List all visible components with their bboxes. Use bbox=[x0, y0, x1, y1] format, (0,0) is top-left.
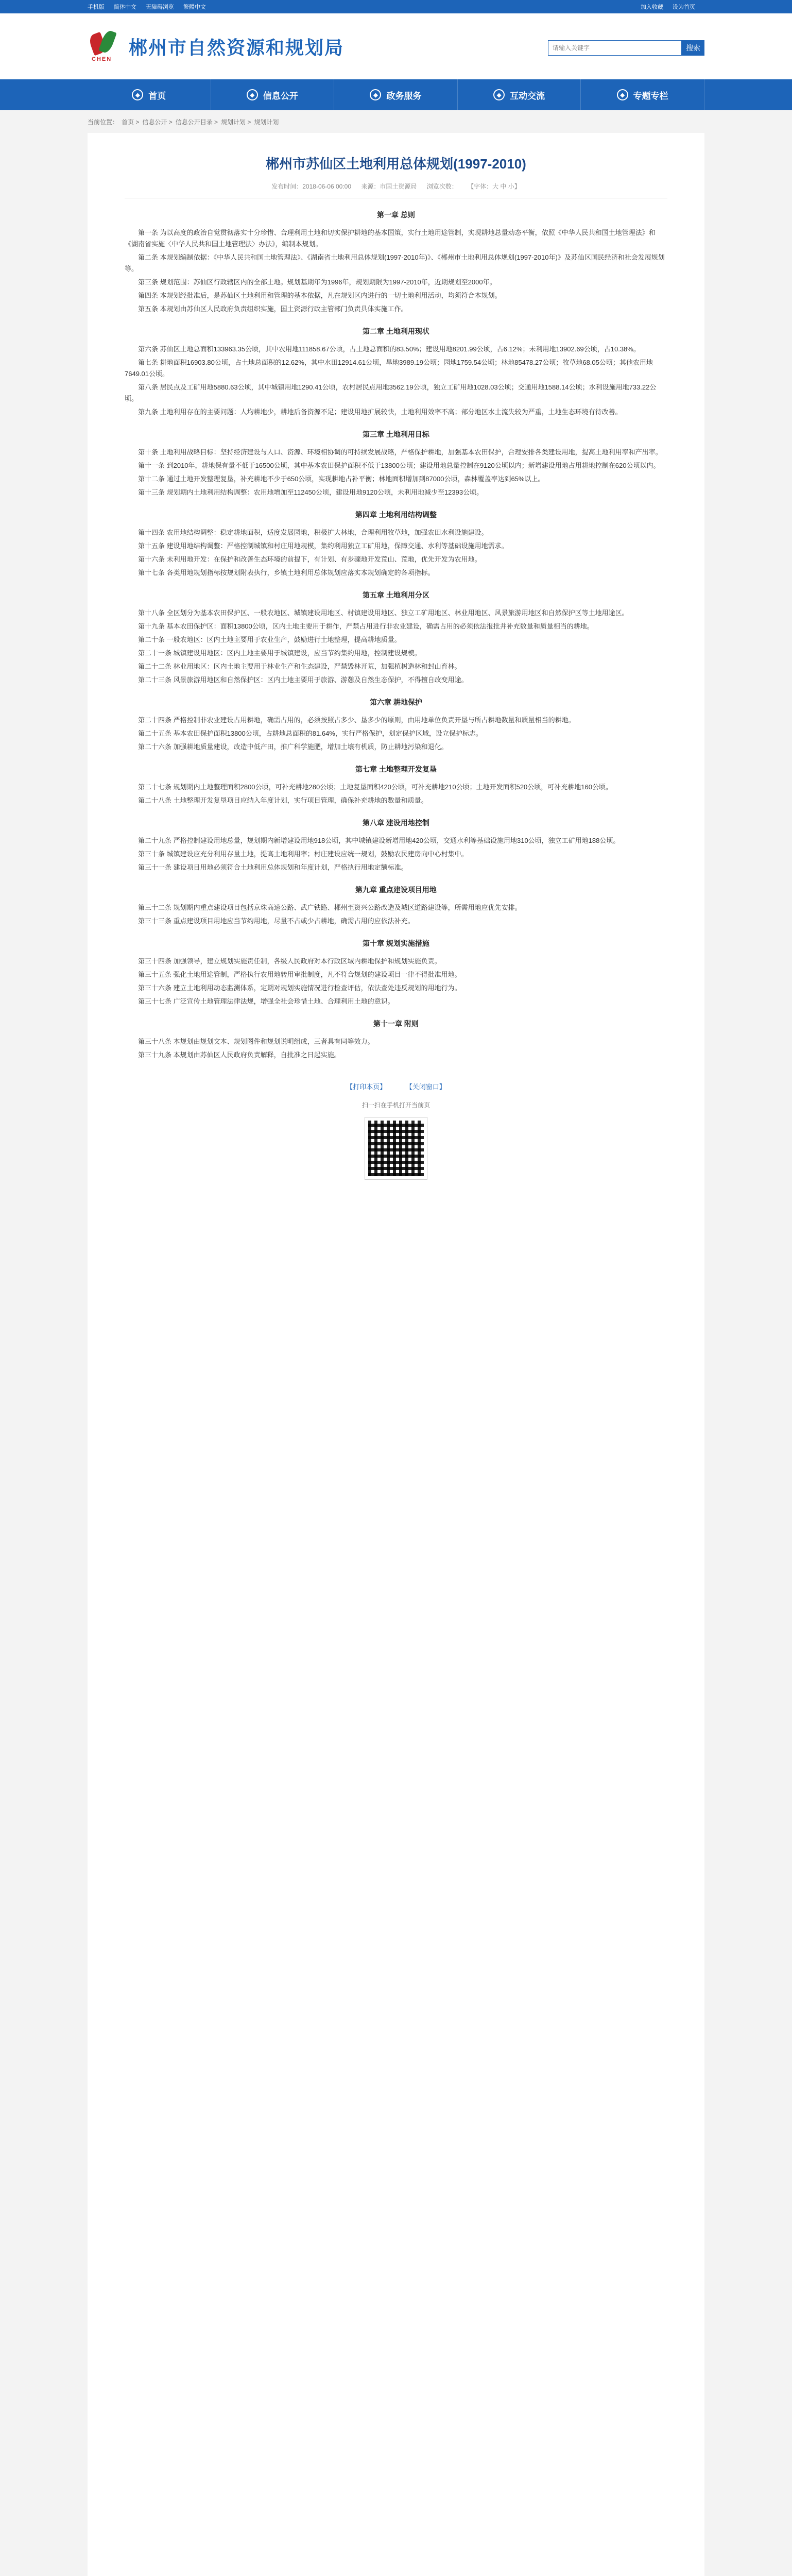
article-paragraph: 第二十七条 规划期内土地整理面积2800公顷，可补充耕地280公顷；土地复垦面积420公顷，可补充耕地210公顷；土地开发面积520公顷，可补充耕地160公顷。 bbox=[138, 783, 612, 791]
article-paragraph: 第二十四条 严格控制非农业建设占用耕地，确需占用的，必须按照占多少、垦多少的原则，由用地单位负责开垦与所占耕地数量和质量相当的耕地。 bbox=[138, 716, 575, 724]
article-paragraph: 第二条 本规划编制依据：《中华人民共和国土地管理法》、《湖南省土地利用总体规划(1997-2010年)》、《郴州市土地利用总体规划(1997-2010年)》及苏仙区国民经济和社会发展规划等。 bbox=[125, 253, 665, 273]
article-paragraph: 第十条 土地利用战略目标：坚持经济建设与人口、资源、环境相协调的可持续发展战略，严格保护耕地，加强基本农田保护，合理安排各类建设用地，提高土地利用率和产出率。 bbox=[138, 448, 662, 456]
chapter-heading: 第十章 规划实施措施 bbox=[363, 939, 429, 947]
main-nav bbox=[0, 79, 792, 110]
nav-item[interactable] bbox=[88, 79, 211, 110]
article-paragraph: 第三十五条 强化土地用途管制，严格执行农用地转用审批制度，凡不符合规划的建设项目一律不得批准用地。 bbox=[138, 971, 461, 978]
logo-text: CHEN bbox=[92, 56, 112, 62]
chapter-heading: 第六章 耕地保护 bbox=[370, 698, 422, 706]
nav-item-label: 专题专栏 bbox=[633, 91, 668, 101]
qr-code bbox=[365, 1117, 427, 1179]
top-link[interactable]: 手机版 bbox=[88, 4, 105, 10]
article-paragraph: 第三十四条 加强领导，建立规划实施责任制，各级人民政府对本行政区域内耕地保护和规划实施负责。 bbox=[138, 957, 441, 965]
article-paragraph: 第五条 本规划由苏仙区人民政府负责组织实施，国土资源行政主管部门负责具体实施工作。 bbox=[138, 305, 408, 313]
service-icon: ◆ bbox=[370, 89, 381, 100]
site-title: 郴州市自然资源和规划局 bbox=[129, 37, 345, 58]
article-paragraph: 第三十一条 建设项目用地必须符合土地利用总体规划和年度计划，严格执行用地定额标准。 bbox=[138, 863, 408, 871]
site-logo[interactable] bbox=[88, 28, 124, 64]
breadcrumb-item[interactable]: 信息公开目录 > bbox=[175, 118, 218, 126]
info-icon: ◆ bbox=[247, 89, 258, 100]
article-paragraph: 第十四条 农用地结构调整：稳定耕地面积，适度发展园地，积极扩大林地，合理利用牧草地，加强农田水利设施建设。 bbox=[138, 529, 488, 536]
logo-leaf-green bbox=[98, 29, 117, 55]
breadcrumb-item[interactable]: 规划计划 bbox=[254, 118, 279, 126]
nav-item-label: 信息公开 bbox=[263, 91, 298, 101]
top-link[interactable]: 简体中文 bbox=[114, 4, 136, 10]
article-paragraph: 第三十六条 建立土地利用动态监测体系，定期对规划实施情况进行检查评估，依法查处违反规划的用地行为。 bbox=[138, 984, 461, 992]
breadcrumb-item[interactable]: 规划计划 > bbox=[221, 118, 251, 126]
search-button[interactable]: 搜索 bbox=[682, 40, 704, 56]
chapter-heading: 第一章 总则 bbox=[377, 211, 415, 219]
nav-item-label: 互动交流 bbox=[510, 91, 545, 101]
chapter-heading: 第四章 土地利用结构调整 bbox=[355, 511, 437, 519]
article-paragraph: 第三十七条 广泛宣传土地管理法律法规，增强全社会珍惜土地、合理利用土地的意识。 bbox=[138, 997, 394, 1005]
chapter-heading: 第十一章 附则 bbox=[373, 1020, 419, 1028]
nav-item[interactable] bbox=[581, 79, 704, 110]
font-size-switch[interactable]: 【字体：大 中 小】 bbox=[468, 183, 521, 190]
top-link[interactable]: 繁體中文 bbox=[183, 4, 206, 10]
article-paragraph: 第二十六条 加强耕地质量建设，改造中低产田，推广科学施肥，增加土壤有机质，防止耕地污染和退化。 bbox=[138, 743, 448, 751]
top-right-link[interactable]: 加入收藏 bbox=[641, 4, 663, 10]
breadcrumb bbox=[88, 117, 704, 128]
breadcrumb-label: 当前位置： bbox=[88, 118, 119, 126]
article-paragraph: 第六条 苏仙区土地总面积133963.35公顷，其中农用地111858.67公顷，占土地总面积的83.50%；建设用地8201.99公顷，占6.12%；未利用地13902.69公顷，占10.38%。 bbox=[138, 345, 640, 353]
article-title: 郴州市苏仙区土地利用总体规划(1997-2010) bbox=[266, 156, 526, 172]
chapter-heading: 第二章 土地利用现状 bbox=[363, 327, 429, 335]
article-paragraph: 第二十五条 基本农田保护面积13800公顷，占耕地总面积的81.64%，实行严格保护，划定保护区域，设立保护标志。 bbox=[138, 730, 483, 737]
top-right-link[interactable]: 设为首页 bbox=[673, 4, 695, 10]
chapter-heading: 第五章 土地利用分区 bbox=[363, 591, 429, 599]
nav-item-label: 政务服务 bbox=[386, 91, 422, 101]
article-paragraph: 第二十二条 林业用地区：区内土地主要用于林业生产和生态建设，严禁毁林开荒，加强植树造林和封山育林。 bbox=[138, 663, 461, 670]
nav-item[interactable] bbox=[211, 79, 335, 110]
meta-source: 来源：市国土资源局 bbox=[361, 183, 417, 190]
article-paragraph: 第三十条 城镇建设应充分利用存量土地，提高土地利用率；村庄建设应统一规划，鼓励农民建房向中心村集中。 bbox=[138, 850, 468, 858]
article-paragraph: 第二十八条 土地整理开发复垦项目应纳入年度计划，实行项目管理，确保补充耕地的数量和质量。 bbox=[138, 796, 428, 804]
search-input[interactable] bbox=[548, 40, 682, 56]
article-paragraph: 第九条 土地利用存在的主要问题：人均耕地少，耕地后备资源不足；建设用地扩展较快，土地利用效率不高；部分地区水土流失较为严重，土地生态环境有待改善。 bbox=[138, 408, 622, 416]
article-paragraph: 第十二条 通过土地开发整理复垦，补充耕地不少于650公顷，实现耕地占补平衡；林地面积增加到87000公顷，森林覆盖率达到65%以上。 bbox=[138, 475, 545, 483]
article-paragraph: 第三十三条 重点建设项目用地应当节约用地，尽量不占或少占耕地，确需占用的应依法补充。 bbox=[138, 917, 415, 925]
top-right-links bbox=[641, 3, 704, 11]
article-container bbox=[88, 133, 704, 2576]
article-body bbox=[125, 210, 667, 1061]
chapter-heading: 第八章 建设用地控制 bbox=[363, 819, 429, 827]
home-icon: ◆ bbox=[132, 89, 143, 100]
article-actions bbox=[125, 1081, 667, 1091]
article-paragraph: 第十五条 建设用地结构调整：严格控制城镇和村庄用地规模，集约利用独立工矿用地，保障交通、水利等基础设施用地需求。 bbox=[138, 542, 508, 550]
topic-icon: ◆ bbox=[617, 89, 628, 100]
article-paragraph: 第三十八条 本规划由规划文本、规划图件和规划说明组成，三者具有同等效力。 bbox=[138, 1038, 374, 1045]
article-paragraph: 第二十条 一般农地区：区内土地主要用于农业生产，鼓励进行土地整理，提高耕地质量。 bbox=[138, 636, 401, 643]
article-action-link[interactable]: 【关闭窗口】 bbox=[409, 1083, 446, 1091]
article-paragraph: 第十六条 未利用地开发：在保护和改善生态环境的前提下，有计划、有步骤地开发荒山、荒地，优先开发为农用地。 bbox=[138, 555, 481, 563]
article-action-link[interactable]: 【打印本页】 bbox=[346, 1083, 387, 1091]
share-label: 扫一扫在手机打开当前页 bbox=[361, 1101, 430, 1109]
breadcrumb-item[interactable]: 信息公开 > bbox=[142, 118, 173, 126]
chat-icon: ◆ bbox=[493, 89, 505, 100]
top-bar bbox=[0, 0, 792, 13]
article-paragraph: 第十九条 基本农田保护区：面积13800公顷，区内土地主要用于耕作，严禁占用进行非农业建设，确需占用的必须依法报批并补充数量和质量相当的耕地。 bbox=[138, 622, 594, 630]
nav-item[interactable] bbox=[458, 79, 581, 110]
nav-item[interactable] bbox=[334, 79, 458, 110]
article-paragraph: 第二十九条 严格控制建设用地总量，规划期内新增建设用地918公顷，其中城镇建设新增用地420公顷，交通水利等基础设施用地310公顷，独立工矿用地188公顷。 bbox=[138, 837, 620, 844]
article-paragraph: 第十七条 各类用地规划指标按规划附表执行，乡镇土地利用总体规划应落实本规划确定的各项指标。 bbox=[138, 569, 435, 577]
article-meta bbox=[125, 182, 667, 198]
article-paragraph: 第二十三条 风景旅游用地区和自然保护区：区内土地主要用于旅游、游憩及自然生态保护，不得擅自改变用途。 bbox=[138, 676, 468, 684]
meta-date: 发布时间：2018-06-06 00:00 bbox=[271, 183, 351, 190]
header bbox=[0, 13, 792, 79]
article-paragraph: 第一条 为以高度的政治自觉贯彻落实十分珍惜、合理利用土地和切实保护耕地的基本国策，实行土地用途管制，实现耕地总量动态平衡，依照《中华人民共和国土地管理法》和《湖南省实施〈中华人民共和国土地管理法〉办法》，编制本规划。 bbox=[125, 229, 656, 248]
meta-clicks: 浏览次数： bbox=[426, 183, 458, 190]
breadcrumb-item[interactable]: 首页 > bbox=[122, 118, 140, 126]
article-paragraph: 第二十一条 城镇建设用地区：区内土地主要用于城镇建设，应当节约集约用地，控制建设规模。 bbox=[138, 649, 421, 657]
article-paragraph: 第四条 本规划经批准后，是苏仙区土地利用和管理的基本依据，凡在规划区内进行的一切土地利用活动，均须符合本规划。 bbox=[138, 292, 502, 299]
chapter-heading: 第九章 重点建设项目用地 bbox=[355, 886, 437, 894]
article-paragraph: 第十一条 到2010年，耕地保有量不低于16500公顷，其中基本农田保护面积不低于13800公顷；建设用地总量控制在9120公顷以内；新增建设用地占用耕地控制在620公顷以内。 bbox=[138, 462, 660, 469]
article-paragraph: 第三十九条 本规划由苏仙区人民政府负责解释，自批准之日起实施。 bbox=[138, 1051, 341, 1059]
top-links bbox=[88, 3, 215, 11]
article-paragraph: 第七条 耕地面积16903.80公顷，占土地总面积的12.62%，其中水田12914.61公顷，旱地3989.19公顷；园地1759.54公顷；林地85478.27公顷；牧草地68.05公顷；其他农用地7649.01公顷。 bbox=[125, 359, 653, 378]
top-link[interactable]: 无障碍浏览 bbox=[146, 4, 174, 10]
search-box bbox=[548, 40, 704, 56]
nav-item-label: 首页 bbox=[148, 91, 166, 101]
article-paragraph: 第八条 居民点及工矿用地5880.63公顷，其中城镇用地1290.41公顷，农村居民点用地3562.19公顷，独立工矿用地1028.03公顷；交通用地1588.14公顷；水利设施用地733.22公顷。 bbox=[125, 383, 657, 402]
article-paragraph: 第十八条 全区划分为基本农田保护区、一般农地区、城镇建设用地区、村镇建设用地区、独立工矿用地区、林业用地区、风景旅游用地区和自然保护区等土地用途区。 bbox=[138, 609, 629, 617]
article-paragraph: 第十三条 规划期内土地利用结构调整：农用地增加至112450公顷，建设用地9120公顷，未利用地减少至12393公顷。 bbox=[138, 488, 484, 496]
article-paragraph: 第三条 规划范围：苏仙区行政辖区内的全部土地。规划基期年为1996年，规划期限为1997-2010年，近期规划至2000年。 bbox=[138, 278, 496, 286]
article-paragraph: 第三十二条 规划期内重点建设项目包括京珠高速公路、武广铁路、郴州至资兴公路改造及城区道路建设等，所需用地应优先安排。 bbox=[138, 904, 522, 911]
chapter-heading: 第三章 土地利用目标 bbox=[363, 430, 429, 438]
chapter-heading: 第七章 土地整理开发复垦 bbox=[355, 765, 437, 773]
